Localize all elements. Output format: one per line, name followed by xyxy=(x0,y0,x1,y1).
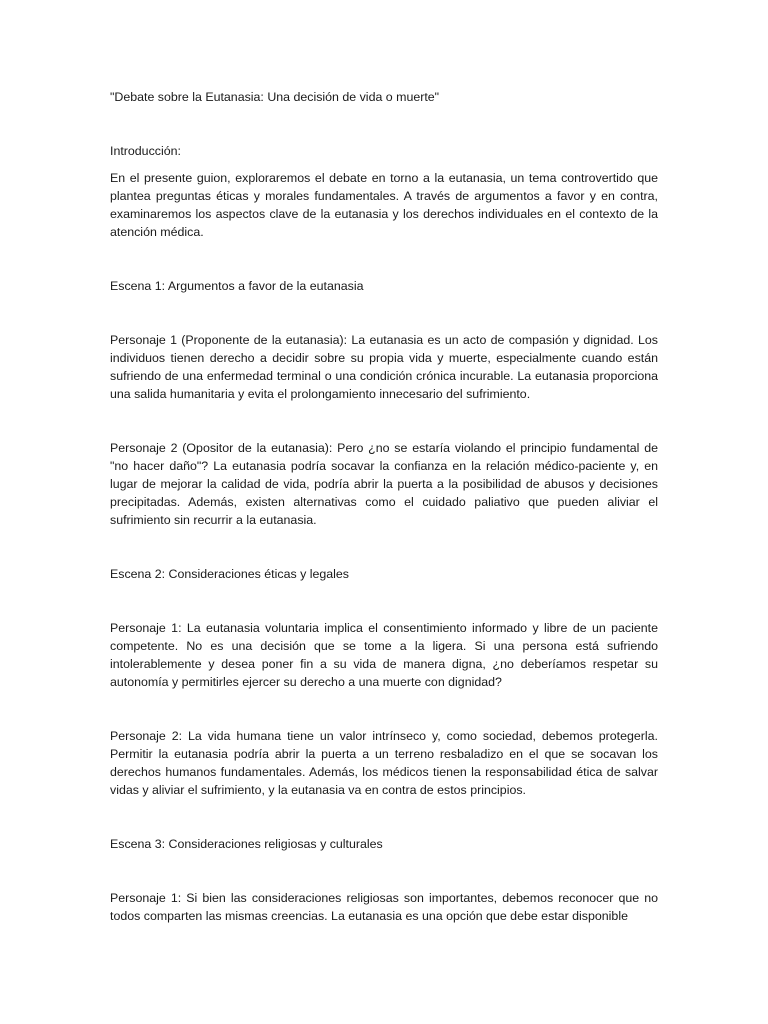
scene-3-heading: Escena 3: Consideraciones religiosas y culturales xyxy=(110,837,383,851)
document-body xyxy=(110,88,658,925)
scene-3-paragraph-1: Personaje 1: Si bien las consideraciones religiosas son importantes, debemos reconocer que no todos comparten las mismas creencias. La eutanasia es una opción que debe estar disponible xyxy=(110,891,658,923)
intro-paragraph: En el presente guion, exploraremos el debate en torno a la eutanasia, un tema controvertido que plantea preguntas éticas y morales fundamentales. A través de argumentos a favor y en contra, examinaremos los aspectos clave de la eutanasia y los derechos individuales en el contexto de la atención médica. xyxy=(110,171,658,239)
document-title: "Debate sobre la Eutanasia: Una decisión de vida o muerte" xyxy=(110,90,440,104)
scene-1-paragraph-2: Personaje 2 (Opositor de la eutanasia): Pero ¿no se estaría violando el principio fundamental de "no hacer daño"? La eutanasia podría socavar la confianza en la relación médico-paciente y, en lugar de mejorar la calidad de vida, podría abrir la puerta a la posibilidad de abusos y decisiones precipitadas. Además, existen alternativas como el cuidado paliativo que pueden aliviar el sufrimiento sin recurrir a la eutanasia. xyxy=(110,441,658,527)
scene-1-paragraph-1: Personaje 1 (Proponente de la eutanasia): La eutanasia es un acto de compasión y dignidad. Los individuos tienen derecho a decidir sobre su propia vida y muerte, especialmente cuando están sufriendo de una enfermedad terminal o una condición crónica incurable. La eutanasia proporciona una salida humanitaria y evita el prolongamiento innecesario del sufrimiento. xyxy=(110,333,658,401)
scene-2-paragraph-2: Personaje 2: La vida humana tiene un valor intrínseco y, como sociedad, debemos protegerla. Permitir la eutanasia podría abrir la puerta a un terreno resbaladizo en el que se socavan los derechos humanos fundamentales. Además, los médicos tienen la responsabilidad ética de salvar vidas y aliviar el sufrimiento, y la eutanasia va en contra de estos principios. xyxy=(110,729,658,797)
scene-2-heading: Escena 2: Consideraciones éticas y legales xyxy=(110,567,349,581)
intro-heading: Introducción: xyxy=(110,144,181,158)
scene-1-heading: Escena 1: Argumentos a favor de la eutanasia xyxy=(110,279,364,293)
scene-2-paragraph-1: Personaje 1: La eutanasia voluntaria implica el consentimiento informado y libre de un paciente competente. No es una decisión que se tome a la ligera. Si una persona está sufriendo intolerablemente y desea poner fin a su vida de manera digna, ¿no deberíamos respetar su autonomía y permitirles ejercer su derecho a una muerte con dignidad? xyxy=(110,621,658,689)
